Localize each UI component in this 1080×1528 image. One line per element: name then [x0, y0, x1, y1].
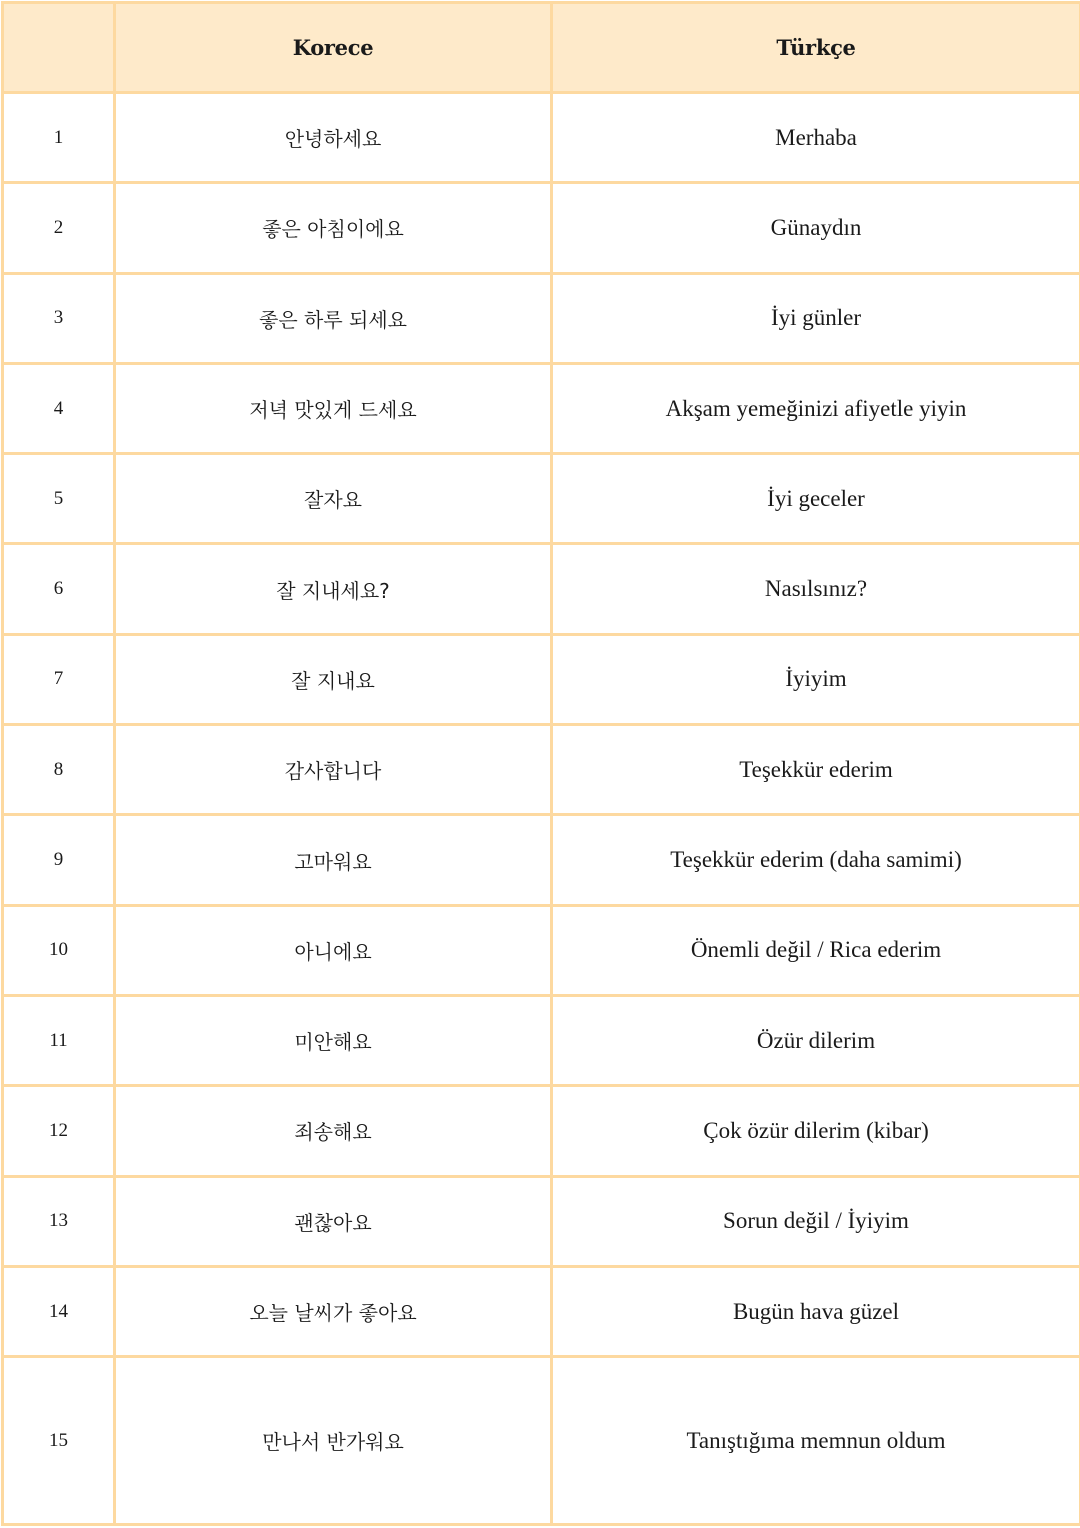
table-row	[3, 1266, 1080, 1356]
korean-phrase: 죄송해요	[115, 1086, 552, 1176]
table-row	[3, 725, 1080, 815]
table-row	[3, 815, 1080, 905]
turkish-phrase: Teşekkür ederim	[552, 725, 1080, 815]
row-number: 12	[3, 1086, 115, 1176]
turkish-phrase: İyi geceler	[552, 454, 1080, 544]
turkish-phrase: Günaydın	[552, 183, 1080, 273]
header-number	[3, 3, 115, 93]
table-row	[3, 544, 1080, 634]
phrase-table	[1, 1, 1080, 1526]
korean-phrase: 감사합니다	[115, 725, 552, 815]
korean-phrase: 좋은 아침이에요	[115, 183, 552, 273]
turkish-phrase: Çok özür dilerim (kibar)	[552, 1086, 1080, 1176]
header-korean: Korece	[115, 3, 552, 93]
row-number: 6	[3, 544, 115, 634]
korean-phrase: 잘 지내세요?	[115, 544, 552, 634]
row-number: 2	[3, 183, 115, 273]
header-turkish: Türkçe	[552, 3, 1080, 93]
turkish-phrase: Sorun değil / İyiyim	[552, 1176, 1080, 1266]
korean-phrase: 아니에요	[115, 905, 552, 995]
korean-phrase: 만나서 반가워요	[115, 1357, 552, 1525]
table-row	[3, 1176, 1080, 1266]
table-row	[3, 183, 1080, 273]
korean-phrase: 잘 지내요	[115, 634, 552, 724]
row-number: 4	[3, 363, 115, 453]
table-row	[3, 1086, 1080, 1176]
korean-phrase: 괜찮아요	[115, 1176, 552, 1266]
korean-phrase: 잘자요	[115, 454, 552, 544]
table-row	[3, 273, 1080, 363]
turkish-phrase: Önemli değil / Rica ederim	[552, 905, 1080, 995]
table-header	[3, 3, 1080, 93]
turkish-phrase: İyiyim	[552, 634, 1080, 724]
turkish-phrase: İyi günler	[552, 273, 1080, 363]
row-number: 8	[3, 725, 115, 815]
table-body	[3, 93, 1080, 1525]
row-number: 7	[3, 634, 115, 724]
korean-phrase: 오늘 날씨가 좋아요	[115, 1266, 552, 1356]
korean-phrase: 미안해요	[115, 995, 552, 1085]
korean-phrase: 좋은 하루 되세요	[115, 273, 552, 363]
row-number: 15	[3, 1357, 115, 1525]
row-number: 5	[3, 454, 115, 544]
table-row	[3, 363, 1080, 453]
turkish-phrase: Özür dilerim	[552, 995, 1080, 1085]
row-number: 9	[3, 815, 115, 905]
row-number: 1	[3, 93, 115, 183]
row-number: 14	[3, 1266, 115, 1356]
row-number: 3	[3, 273, 115, 363]
row-number: 10	[3, 905, 115, 995]
table-row	[3, 905, 1080, 995]
korean-phrase: 고마워요	[115, 815, 552, 905]
row-number: 13	[3, 1176, 115, 1266]
turkish-phrase: Teşekkür ederim (daha samimi)	[552, 815, 1080, 905]
table-row	[3, 1357, 1080, 1525]
turkish-phrase: Nasılsınız?	[552, 544, 1080, 634]
table-row	[3, 995, 1080, 1085]
row-number: 11	[3, 995, 115, 1085]
turkish-phrase: Tanıştığıma memnun oldum	[552, 1357, 1080, 1525]
table-row	[3, 93, 1080, 183]
header-row	[3, 3, 1080, 93]
korean-phrase: 안녕하세요	[115, 93, 552, 183]
turkish-phrase: Merhaba	[552, 93, 1080, 183]
korean-phrase: 저녁 맛있게 드세요	[115, 363, 552, 453]
table-row	[3, 634, 1080, 724]
turkish-phrase: Bugün hava güzel	[552, 1266, 1080, 1356]
table-row	[3, 454, 1080, 544]
turkish-phrase: Akşam yemeğinizi afiyetle yiyin	[552, 363, 1080, 453]
